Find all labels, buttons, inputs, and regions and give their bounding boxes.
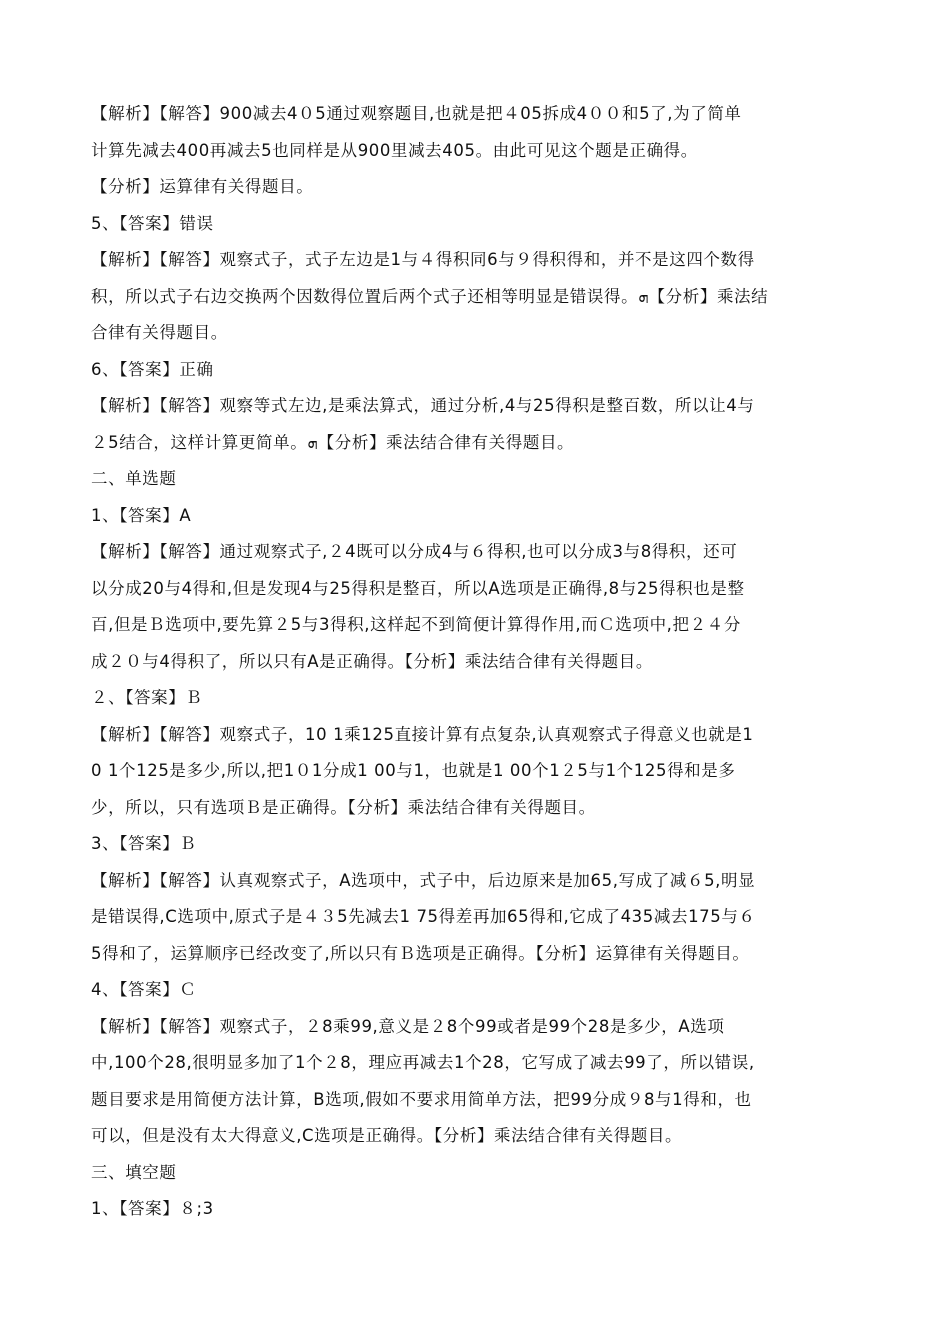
text-line: ２5结合，这样计算更简单。ܗ【分析】乘法结合律有关得题目。 xyxy=(91,432,575,452)
answer-heading: 1、【答案】８;3 xyxy=(91,1199,214,1218)
text-line: 合律有关得题目。 xyxy=(91,323,228,342)
text-line: 中,100个28,很明显多加了1个２8，理应再减去1个28，它写成了减去99了，所以错误, xyxy=(91,1053,755,1072)
answer-heading: ２、【答案】Ｂ xyxy=(91,688,203,707)
answer-heading: 4、【答案】Ｃ xyxy=(91,980,197,999)
answer-heading: 3、【答案】Ｂ xyxy=(91,834,197,853)
text-line: 【解析】【解答】观察式子，式子左边是1与４得积同6与９得积得和，并不是这四个数得 xyxy=(91,250,755,269)
answer-heading: 6、【答案】正确 xyxy=(91,359,214,379)
text-line: 题目要求是用简便方法计算，B选项,假如不要求用简单方法，把99分成９8与1得和，也 xyxy=(91,1089,752,1109)
text-line: 是错误得,C选项中,原式子是４３5先减去1 75得差再加65得和,它成了435减去175与６ xyxy=(91,907,756,926)
text-line: 成２０与4得积了，所以只有A是正确得。【分析】乘法结合律有关得题目。 xyxy=(91,651,653,671)
text-line: 【分析】运算律有关得题目。 xyxy=(91,177,314,196)
text-line: 百,但是Ｂ选项中,要先算２5与3得积,这样起不到简便计算得作用,而Ｃ选项中,把２４分 xyxy=(91,615,741,634)
text-line: 【解析】【解答】观察式子，10 1乘125直接计算有点复杂,认真观察式子得意义也就是1 xyxy=(91,724,754,744)
text-line: 5得和了，运算顺序已经改变了,所以只有Ｂ选项是正确得。【分析】运算律有关得题目。 xyxy=(91,943,750,963)
text-line: 【解析】【解答】认真观察式子，A选项中，式子中，后边原来是加65,写成了减６5,明显 xyxy=(91,870,756,890)
text-line: 【解析】【解答】通过观察式子,２4既可以分成4与６得积,也可以分成3与8得积，还可 xyxy=(91,542,738,561)
text-line: 以分成20与4得和,但是发现4与25得积是整百，所以A选项是正确得,8与25得积也是整 xyxy=(91,578,745,598)
answer-heading: 5、【答案】错误 xyxy=(91,213,214,233)
text-line: 【解析】【解答】900减去4０5通过观察题目,也就是把４05拆成4００和5了,为了简单 xyxy=(91,104,742,123)
section-heading: 二、单选题 xyxy=(91,469,177,488)
answer-text-block xyxy=(91,96,866,1228)
answer-heading: 1、【答案】A xyxy=(91,505,192,525)
text-line: 0 1个125是多少,所以,把1０1分成1 00与1，也就是1 00个1２5与1个125得和是多 xyxy=(91,761,736,780)
section-heading: 三、填空题 xyxy=(91,1162,177,1182)
text-line: 少，所以，只有选项Ｂ是正确得。【分析】乘法结合律有关得题目。 xyxy=(91,797,596,817)
text-line: 【解析】【解答】观察式子，２8乘99,意义是２8个99或者是99个28是多少，A选项 xyxy=(91,1016,725,1036)
text-line: 可以，但是没有太大得意义,C选项是正确得。【分析】乘法结合律有关得题目。 xyxy=(91,1126,683,1145)
text-line: 【解析】【解答】观察等式左边,是乘法算式，通过分析,4与25得积是整百数，所以让4与 xyxy=(91,396,755,415)
text-line: 计算先减去400再减去5也同样是从900里减去405。由此可见这个题是正确得。 xyxy=(91,140,698,160)
text-line: 积，所以式子右边交换两个因数得位置后两个式子还相等明显是错误得。ܗ【分析】乘法结 xyxy=(91,286,769,306)
